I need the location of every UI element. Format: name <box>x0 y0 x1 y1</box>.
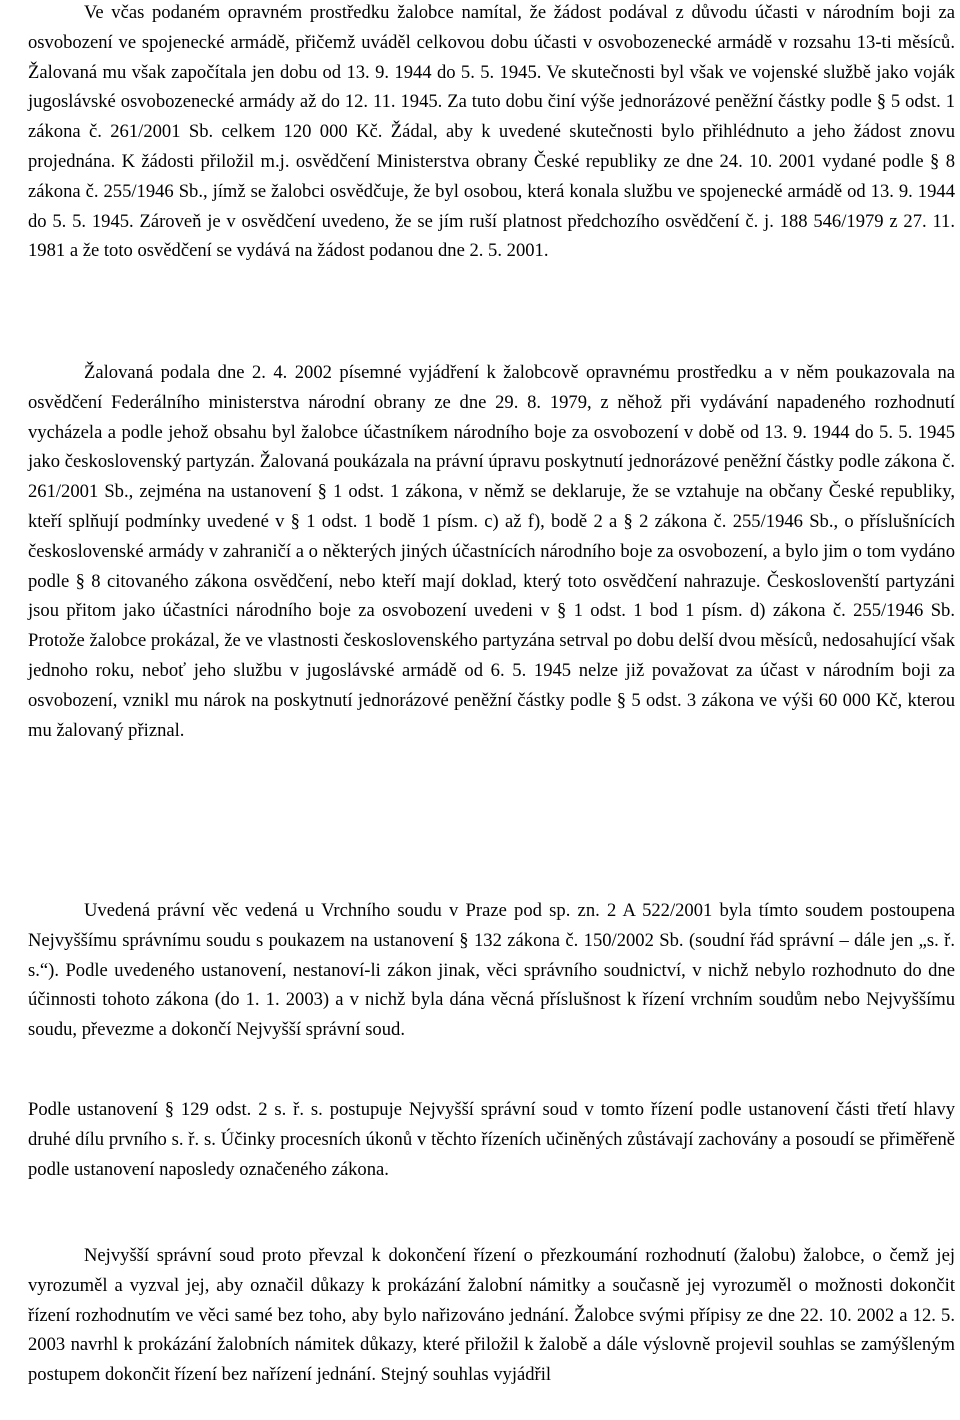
paragraph-opravny-prostredek: Ve včas podaném opravném prostředku žalobce namítal, že žádost podával z důvodu účasti v národním boji za osvobození ve spojenecké armádě, přičemž uváděl celkovou dobu účasti v osvobozenecké armádě v rozsahu 13-ti měsíců. Žalovaná mu však započítala jen dobu od 13. 9. 1944 do 5. 5. 1945. Ve skutečnosti byl však ve vojenské službě jako voják jugoslávské osvobozenecké armády až do 12. 11. 1945. Za tuto dobu činí výše jednorázové peněžní částky podle § 5 odst. 1 zákona č. 261/2001 Sb. celkem 120 000 Kč. Žádal, aby k uvedené skutečnosti bylo přihlédnuto a jeho žádost znovu projednána. K žádosti přiložil m.j. osvědčení Ministerstva obrany České republiky ze dne 24. 10. 2001 vydané podle § 8 zákona č. 255/1946 Sb., jímž se žalobci osvědčuje, že byl osobou, která konala službu ve spojenecké armádě od 13. 9. 1944 do 5. 5. 1945. Zároveň je v osvědčení uvedeno, že se jím ruší platnost předchozího osvědčení č. j. 188 546/1979 z 27. 11. 1981 a že toto osvědčení se vydává na žádost podanou dne 2. 5. 2001. <box>28 2 955 262</box>
paragraph-postoupeni-veci: Uvedená právní věc vedená u Vrchního soudu v Praze pod sp. zn. 2 A 522/2001 byla tímto soudem postoupena Nejvyššímu správnímu soudu s poukazem na ustanovení § 132 zákona č. 150/2002 Sb. (soudní řád správní – dále jen „s. ř. s.“). Podle uvedeného ustanovení, nestanoví-li zákon jinak, věci správního soudnictví, v nichž nebylo rozhodnuto do dne účinnosti tohoto zákona (do 1. 1. 2003) a v nichž byla dána věcná příslušnost k řízení vrchním soudům nebo Nejvyššímu soudu, převezme a dokončí Nejvyšší správní soud. <box>28 900 955 1041</box>
paragraph-postup-soudu: Podle ustanovení § 129 odst. 2 s. ř. s. postupuje Nejvyšší správní soud v tomto řízení podle ustanovení části třetí hlavy druhé dílu prvního s. ř. s. Účinky procesních úkonů v těchto řízeních učiněných zůstávají zachovány a posoudí se přiměřeně podle ustanovení naposledy označeného zákona. <box>28 1099 955 1180</box>
paragraph-vyjadreni-zalovane: Žalovaná podala dne 2. 4. 2002 písemné vyjádření k žalobcově opravnému prostředku a v něm poukazovala na osvědčení Federálního ministerstva národní obrany ze dne 29. 8. 1979, z něhož při vydávání napadeného rozhodnutí vycházela a podle jehož obsahu byl žalobce účastníkem národního boje za osvobození v době od 13. 9. 1944 do 5. 5. 1945 jako československý partyzán. Žalovaná poukázala na právní úpravu poskytnutí jednorázové peněžní částky podle zákona č. 261/2001 Sb., zejména na ustanovení § 1 odst. 1 zákona, v němž se deklaruje, že se vztahuje na občany České republiky, kteří splňují podmínky uvedené v § 1 odst. 1 bodě 1 písm. c) až f), bodě 2 a § 2 zákona č. 255/1946 Sb., o příslušnících československé armády v zahraničí a o některých jiných účastnících národního boje za osvobození, a bylo jim o tom vydáno podle § 8 citovaného zákona osvědčení, nebo kteří mají doklad, který toto osvědčení nahrazuje. Českoslovenští partyzáni jsou přitom jako účastníci národního boje za osvobození uvedeni v § 1 odst. 1 bod 1 písm. d) zákona č. 255/1946 Sb. Protože žalobce prokázal, že ve vlastnosti československého partyzána setrval po dobu delší dvou měsíců, nedosahující však jednoho roku, neboť jeho službu v jugoslávské armádě od 6. 5. 1945 nelze již považovat za účast v národním boji za osvobození, vznikl mu nárok na poskytnutí jednorázové peněžní částky podle § 5 odst. 3 zákona ve výši 60 000 Kč, kterou mu žalovaný přiznal. <box>28 362 955 741</box>
paragraph-dokonceni-rizeni: Nejvyšší správní soud proto převzal k dokončení řízení o přezkoumání rozhodnutí (žalobu) žalobce, o čemž jej vyrozuměl a vyzval jej, aby označil důkazy k prokázání žalobní námitky a současně jej vyrozuměl o možnosti dokončit řízení rozhodnutím ve věci samé bez toho, aby bylo nařizováno jednání. Žalobce svými přípisy ze dne 22. 10. 2002 a 12. 5. 2003 navrhl k prokázání žalobních námitek důkazy, které přiložil k žalobě a dále výslovně projevil souhlas se zamýšleným postupem dokončit řízení bez nařízení jednání. Stejný souhlas vyjádřil <box>28 1245 955 1386</box>
